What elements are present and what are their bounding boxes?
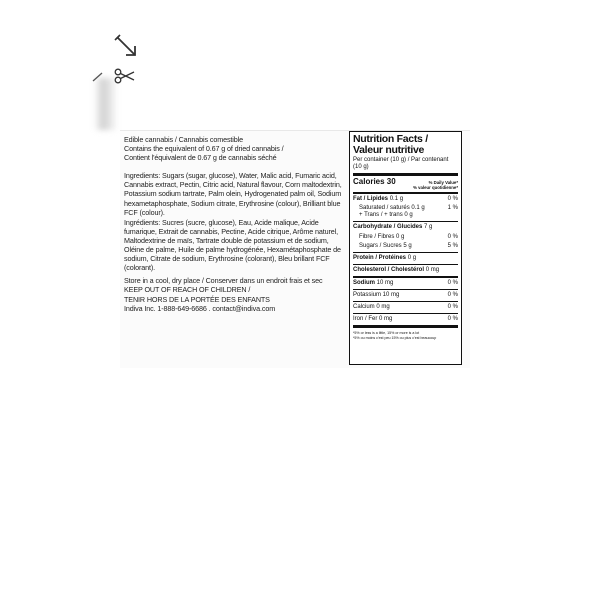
- nf-protein-amount: 0 g: [407, 255, 417, 261]
- storage-line: Store in a cool, dry place / Conserver dans un endroit frais et sec: [124, 276, 323, 286]
- contact-line: Indiva Inc. 1-888-649-6686 . contact@indiva.com: [124, 303, 276, 313]
- nf-iron-label: Iron / Fer 0 mg: [353, 316, 393, 322]
- nf-trans-label: + Trans / + trans 0 g: [359, 212, 413, 218]
- nf-row-fibre: [353, 232, 458, 241]
- nf-row-cholesterol: [353, 265, 458, 278]
- nf-calories-row: [353, 176, 458, 194]
- arrow-icon: [114, 34, 140, 60]
- nf-saturated-label: Saturated / saturés 0.1 g: [359, 205, 425, 211]
- cut-guides: [86, 30, 156, 140]
- nf-sodium-label: Sodium: [353, 280, 375, 286]
- equivalent-en: Contains the equivalent of 0.67 g of dried cannabis /: [124, 144, 284, 154]
- scissors-icon: [114, 68, 136, 84]
- nf-fat-amount: 0.1 g: [389, 196, 404, 202]
- nf-potassium-pct: 0 %: [447, 292, 458, 298]
- ingredients-fr: Ingrédients: Sucres (sucre, glucose), Eau, Acide malique, Acide fumarique, Extrait de cannabis, Pectine, Acide citrique, Arôme naturel, Maltodextrine de maïs, Tartrate double de potassium et de sodium, Oléine de palme, Huile de palme hydrogénée, Hexamétaphosphate de sodium, Citrate de sodium, Erythrosine (colorant), Bleu brillant FCF (colorant).: [124, 217, 341, 273]
- nf-protein-label: Protein / Protéines: [353, 255, 407, 261]
- nf-carb-label: Carbohydrate / Glucides: [353, 224, 423, 230]
- nf-row-iron: [353, 314, 458, 325]
- nf-potassium-label: Potassium 10 mg: [353, 292, 400, 298]
- nf-dv-header: [413, 180, 458, 190]
- equivalent-fr: Contient l'équivalent de 0.67 g de cannabis séché: [124, 153, 277, 163]
- nf-sugars-pct: 5 %: [447, 243, 458, 249]
- nf-calcium-pct: 0 %: [447, 304, 458, 310]
- nf-sodium-pct: 0 %: [447, 280, 458, 286]
- nf-title-en: Nutrition Facts /: [353, 133, 428, 145]
- nf-dv-en: % Daily Value*: [428, 180, 458, 185]
- nf-row-calcium: [353, 302, 458, 314]
- ingredients-en: Ingredients: Sugars (sugar, glucose), Water, Malic acid, Fumaric acid, Cannabis extract, Pectin, Citric acid, Natural flavour, Corn maltodextrin, Potassium sodium tartrate, Palm olein, Hydrogenated palm oil, Sodium hexametaphosphate, Sodium citrate, Erythrosine (colour), Brilliant blue FCF (colour).: [124, 171, 342, 217]
- nf-row-sugars: [353, 241, 458, 253]
- children-warning-fr: TENIR HORS DE LA PORTÉE DES ENFANTS: [124, 294, 270, 304]
- nf-iron-pct: 0 %: [447, 316, 458, 322]
- nf-row-fat: [353, 194, 458, 204]
- nf-calories: Calories 30: [353, 177, 396, 186]
- nutrition-facts-table: [349, 131, 462, 365]
- nf-chol-label: Cholesterol / Cholestérol: [353, 267, 425, 273]
- nf-row-sodium: [353, 278, 458, 290]
- nf-title-fr: Valeur nutritive: [353, 143, 425, 156]
- nf-sodium-amount: 10 mg: [376, 280, 394, 286]
- nf-row-saturated: [353, 204, 458, 212]
- nf-sugars-label: Sugars / Sucres 5 g: [359, 243, 412, 249]
- ingredients-block: [124, 135, 344, 313]
- nf-footnote-en: *5% or less is a little, 15% or more is a lot: [353, 331, 420, 335]
- nf-fat-label: Fat / Lipides: [353, 196, 389, 202]
- nf-row-protein: [353, 253, 458, 265]
- nf-fibre-pct: 0 %: [447, 234, 458, 240]
- nf-row-potassium: [353, 290, 458, 302]
- nf-chol-amount: 0 mg: [425, 267, 440, 273]
- nf-calcium-label: Calcium 0 mg: [353, 304, 390, 310]
- edible-line: Edible cannabis / Cannabis comestible: [124, 135, 244, 144]
- cut-mark-icon: [92, 72, 104, 82]
- nf-saturated-pct: 1 %: [447, 205, 458, 211]
- nf-fibre-label: Fibre / Fibres 0 g: [359, 234, 405, 240]
- nf-footnote: [353, 325, 458, 341]
- nf-footnote-fr: *5% ou moins c'est peu 15% ou plus c'est beaucoup: [353, 336, 437, 340]
- nf-row-carb: [353, 222, 458, 232]
- nf-carb-amount: 7 g: [424, 224, 433, 230]
- nf-dv-fr: % valeur quotidienne*: [413, 185, 458, 190]
- children-warning-en: KEEP OUT OF REACH OF CHILDREN /: [124, 285, 251, 295]
- nf-fat-pct: 0 %: [447, 196, 458, 202]
- nf-row-trans: [353, 212, 458, 222]
- nf-serving: Per container (10 g) / Par contenant (10 g): [353, 157, 458, 176]
